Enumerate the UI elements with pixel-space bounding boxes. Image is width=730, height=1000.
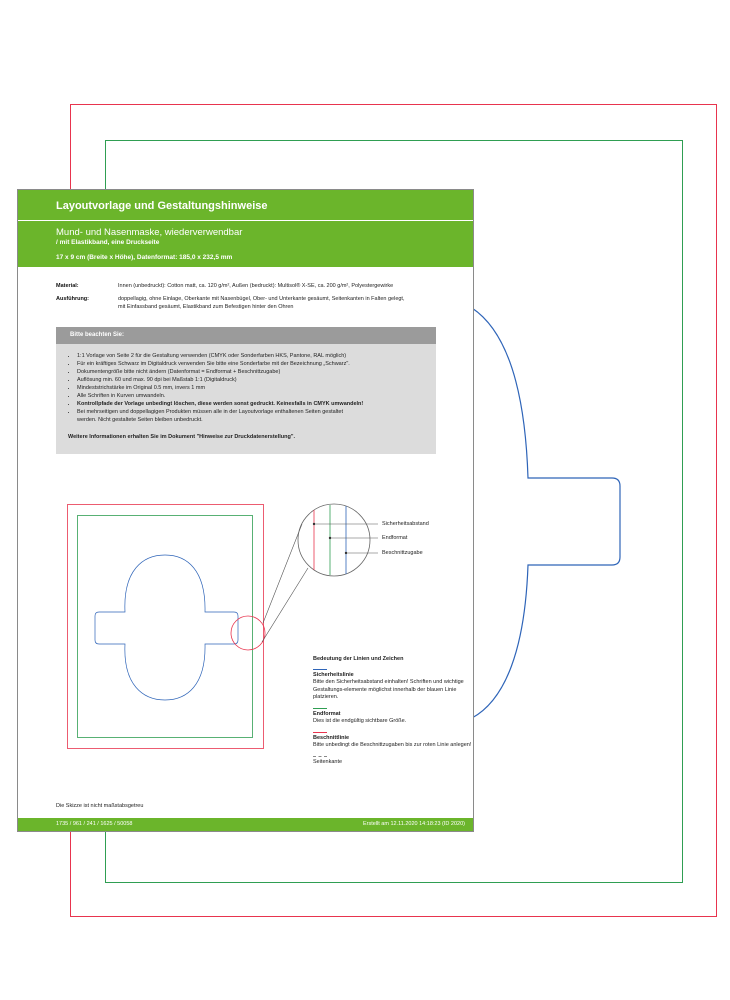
callout-dot	[345, 552, 347, 554]
note-item-important: • Kontrollpfade der Vorlage unbedingt löschen, diese werden sonst gedruckt. Keinesfalls in CMYK umwandeln!	[77, 400, 427, 408]
note-item: • Mindeststrichstärke im Original 0.5 mm, invers 1 mm	[77, 384, 427, 392]
legend-bleed-title: Beschnittlinie	[313, 734, 350, 741]
legend-edge	[313, 756, 473, 767]
callout-safety-label: Sicherheitsabstand	[382, 521, 429, 527]
safety-line-shape	[472, 308, 620, 718]
legend-final	[313, 708, 473, 726]
legend-safety-title: Sicherheitslinie	[313, 671, 354, 678]
more-info-note: Weitere Informationen erhalten Sie im Dokument "Hinweise zur Druckdatenerstellung".	[68, 434, 295, 440]
product-format: 17 x 9 cm (Breite x Höhe), Datenformat: 185,0 x 232,5 mm	[56, 254, 233, 261]
legend-safety-swatch	[313, 669, 327, 670]
footer-created: Erstellt am 12.11.2020 14:18:23 (ID 2020)	[362, 821, 465, 827]
note-item: • Für ein kräftiges Schwarz im Digitaldruck verwenden Sie bitte eine Sonderfarbe mit der Bezeichnung „Schwarz".	[77, 360, 427, 368]
zoom-connector-top	[263, 524, 302, 623]
note-item: • Auflösung min. 60 und max. 90 dpi bei Maßstab 1:1 (Digitaldruck)	[77, 376, 427, 384]
scale-note: Die Skizze ist nicht maßstabsgetreu	[56, 803, 144, 809]
note-item: • 1:1 Vorlage von Seite 2 für die Gestaltung verwenden (CMYK oder Sonderfarben HKS, Pantone, RAL möglich)	[77, 352, 427, 360]
legend-bleed	[313, 732, 473, 750]
callout-dot	[329, 537, 331, 539]
sketch-safety-shape	[95, 555, 238, 700]
footer-ids: 1735 / 961 / 241 / 1625 / 50058	[56, 821, 133, 827]
legend-title: Bedeutung der Linien und Zeichen	[313, 656, 404, 662]
legend-safety	[313, 669, 473, 702]
line-legend	[313, 656, 473, 772]
callout-dot	[313, 523, 315, 525]
legend-edge-text: Seitenkante	[313, 758, 343, 765]
execution-line-2: mit Einfassband gesäumt, Elastikband zum Befestigen hinter den Ohren	[118, 304, 294, 310]
legend-final-swatch	[313, 708, 327, 709]
legend-bleed-swatch	[313, 732, 327, 733]
zoom-connector-bottom	[262, 568, 308, 642]
footer-bar	[18, 818, 473, 831]
callout-final-label: Endformat	[382, 535, 408, 541]
note-item: • Dokumentengröße bitte nicht ändern (Datenformat = Endformat + Beschnittzugabe)	[77, 368, 427, 376]
legend-final-title: Endformat	[313, 710, 341, 717]
legend-bleed-text: Bitte unbedingt die Beschnittzugaben bis zur roten Linie anlegen!	[313, 742, 472, 748]
info-sheet	[17, 189, 474, 832]
callout-bleed-label: Beschnittzugabe	[382, 550, 423, 556]
sketch-detail-marker	[231, 616, 265, 650]
execution-label: Ausführung:	[56, 296, 89, 302]
zoom-detail-circle	[298, 504, 370, 576]
legend-final-text: Dies ist die endgültig sichtbare Größe.	[313, 718, 407, 724]
material-value: Innen (unbedruckt): Cotton matt, ca. 120 g/m², Außen (bedruckt): Multisol® X-SE, ca. 200 g/m², Polyestergewirke	[118, 283, 394, 289]
sketch-bleed-outline	[68, 505, 264, 749]
note-item: • Alle Schriften in Kurven umwandeln.	[77, 392, 427, 400]
page-title: Layoutvorlage und Gestaltungshinweise	[56, 200, 268, 212]
sketch-format-outline	[78, 516, 253, 738]
legend-edge-swatch	[313, 756, 327, 757]
note-item-continuation: werden. Nicht gestaltete Seiten bleiben unbedruckt.	[77, 417, 203, 423]
material-label: Material:	[56, 283, 79, 289]
notes-heading: Bitte beachten Sie:	[70, 332, 125, 338]
execution-line-1: doppellagig, ohne Einlage, Oberkante mit Nasenbügel, Ober- und Unterkante gesäumt, Seitenkanten in Falten gelegt,	[118, 296, 405, 302]
product-variant: / mit Elastikband, eine Druckseite	[56, 239, 160, 246]
product-name: Mund- und Nasenmaske, wiederverwendbar	[56, 227, 243, 238]
legend-safety-text: Bitte den Sicherheitsabstand einhalten! Schriften und wichtige Gestaltungs-elemente möglichst innerhalb der blauen Linie platzieren.	[313, 679, 464, 700]
note-item: • Bei mehrseitigen und doppellagigen Produkten müssen alle in der Layoutvorlage enthaltenen Seiten gestaltet	[77, 408, 427, 416]
